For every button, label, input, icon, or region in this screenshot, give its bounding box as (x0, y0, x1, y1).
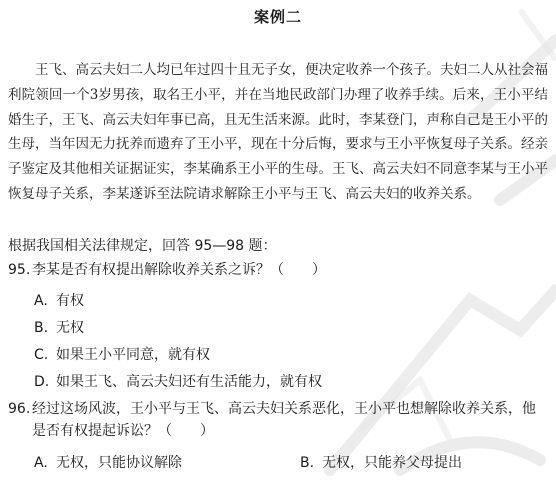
option-letter: A. (34, 455, 48, 471)
option-letter: A. (34, 293, 48, 309)
option-95-b (34, 317, 84, 339)
option-letter: B. (300, 455, 315, 471)
question-text: 经过这场风波，王小平与王飞、高云夫妇关系恶化，王小平也想解除收养关系，他是否有权提起诉讼？（ ） (32, 401, 536, 439)
option-letter: B. (34, 320, 49, 336)
option-letter: C. (34, 347, 49, 363)
option-text: 无权 (56, 320, 84, 336)
question-number: 95. (8, 262, 31, 278)
option-text: 无权，只能养父母提出 (322, 455, 462, 471)
question-95 (8, 259, 548, 281)
option-96-a (34, 452, 182, 474)
option-letter: D. (34, 374, 50, 390)
option-95-a (34, 290, 84, 312)
option-text: 无权，只能协议解除 (56, 455, 182, 471)
case-paragraph: 王飞、高云夫妇二人均已年过四十且无子女，便决定收养一个孩子。夫妇二人从社会福利院领回一个3岁男孩，取名王小平，并在当地民政部门办理了收养手续。后来，王小平结婚生子，王飞、高云夫妇年事已高，且无生活来源。此时，李某登门，声称自己是王小平的生母，当年因无力抚养而遗弃了王小平，现在十分后悔，要求与王小平恢复母子关系。经亲子鉴定及其他相关证据证实，李某确系王小平的生母。王飞、高云夫妇不同意李某与王小平恢复母子关系，李某遂诉至法院请求解除王小平与王飞、高云夫妇的收养关系。 (8, 62, 548, 202)
option-text: 如果王飞、高云夫妇还有生活能力，就有权 (56, 374, 322, 390)
question-number: 96. (8, 401, 31, 417)
question-96 (8, 398, 548, 442)
question-text: 李某是否有权提出解除收养关系之诉？（ ） (32, 262, 326, 278)
case-title: 案例二 (253, 8, 302, 26)
option-95-d (34, 371, 322, 393)
option-96-b (300, 452, 462, 474)
option-95-c (34, 344, 210, 366)
option-text: 有权 (56, 293, 84, 309)
question-intro: 根据我国相关法律规定，回答 95—98 题： (8, 238, 277, 254)
option-text: 如果王小平同意，就有权 (56, 347, 210, 363)
